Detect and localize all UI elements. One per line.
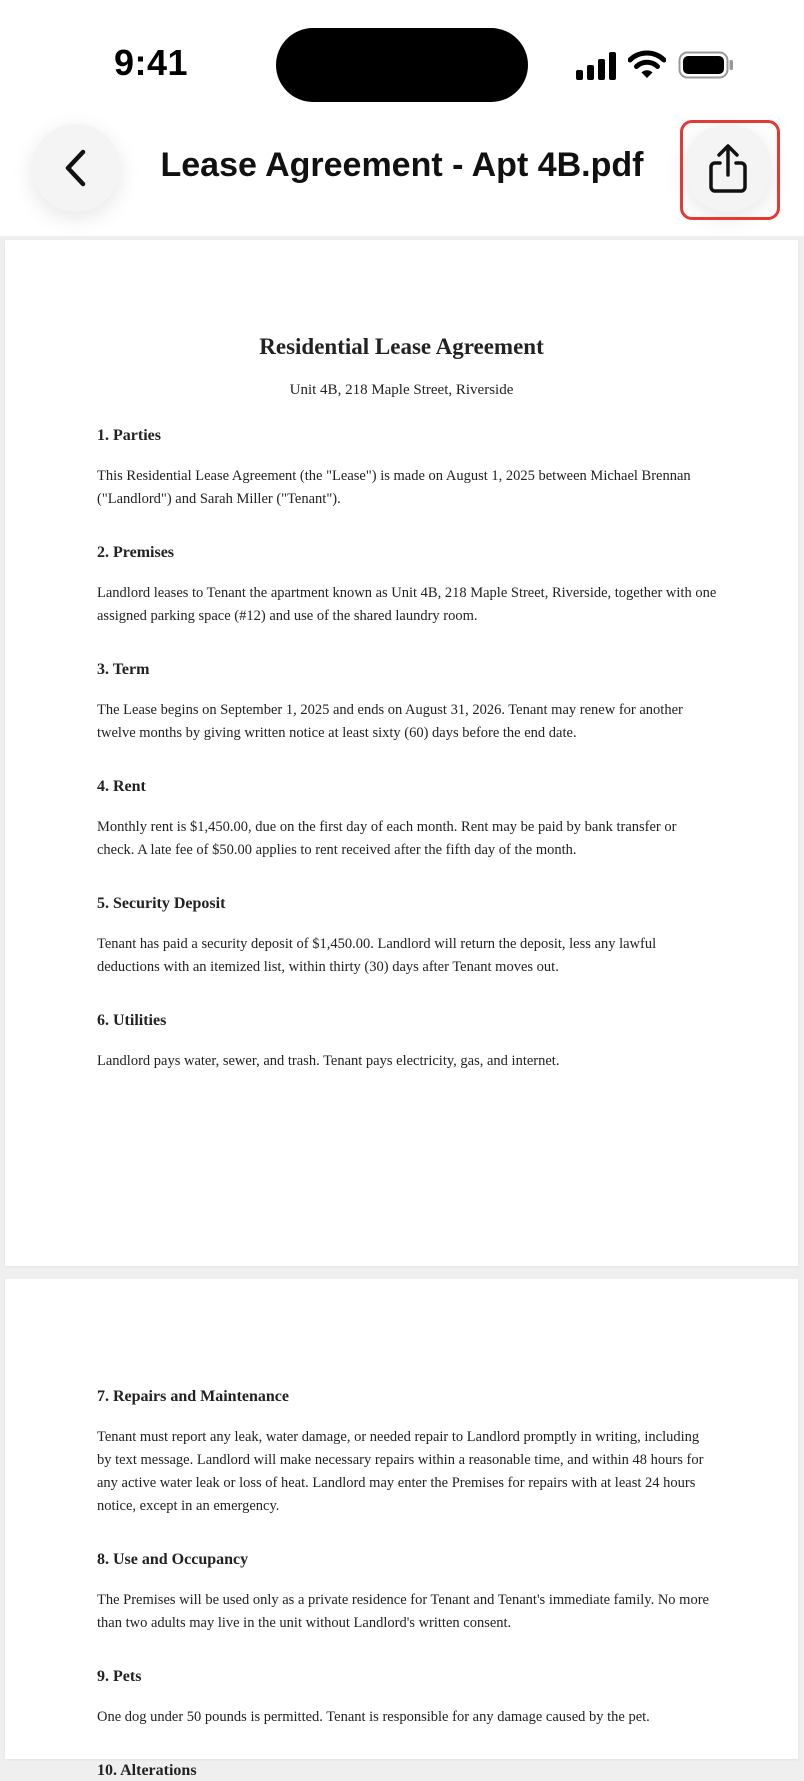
cellular-signal-icon xyxy=(576,52,616,80)
section-body: Monthly rent is $1,450.00, due on the first day of each month. Rent may be paid by bank transfer or check. A late fee of $50.00 applies to rent received after the fifth day of the month. xyxy=(97,819,677,858)
section-heading: 3. Term xyxy=(97,661,150,678)
page-2-sections xyxy=(97,1387,717,1781)
section-heading: 7. Repairs and Maintenance xyxy=(97,1388,289,1405)
back-button[interactable] xyxy=(32,124,120,212)
section-heading: 5. Security Deposit xyxy=(97,895,226,912)
section-heading: 9. Pets xyxy=(97,1668,142,1685)
page-1-sections xyxy=(97,426,717,1073)
section-use-occupancy xyxy=(97,1550,717,1635)
section-rent xyxy=(97,777,717,862)
section-heading: 4. Rent xyxy=(97,778,146,795)
battery-icon xyxy=(678,50,734,80)
section-body: Landlord leases to Tenant the apartment known as Unit 4B, 218 Maple Street, Riverside, together with one assigned parking space (#12) and use of the shared laundry room. xyxy=(97,585,717,624)
navigation-bar xyxy=(0,120,804,232)
status-time: 9:41 xyxy=(114,42,189,83)
chevron-left-icon xyxy=(59,147,93,189)
section-body: Landlord pays water, sewer, and trash. Tenant pays electricity, gas, and internet. xyxy=(97,1053,560,1069)
section-body: Tenant must report any leak, water damage, or needed repair to Landlord promptly in writing, including by text message. Landlord will make necessary repairs within a reasonable time, and within 48 hours for any active water leak or loss of heat. Landlord may enter the Premises for repairs with at least 24 hours notice, except in an emergency. xyxy=(97,1429,704,1514)
section-pets xyxy=(97,1667,717,1729)
section-term xyxy=(97,660,717,745)
section-heading: 2. Premises xyxy=(97,544,175,561)
section-utilities xyxy=(97,1011,717,1073)
section-premises xyxy=(97,543,717,628)
section-heading: 1. Parties xyxy=(97,427,161,444)
share-icon xyxy=(706,143,750,193)
section-heading: 6. Utilities xyxy=(97,1012,167,1029)
dynamic-island xyxy=(276,28,528,102)
pdf-page-2[interactable] xyxy=(5,1279,798,1779)
section-repairs xyxy=(97,1387,717,1518)
section-body: One dog under 50 pounds is permitted. Tenant is responsible for any damage caused by the pet. xyxy=(97,1709,650,1725)
doc-subtitle: Unit 4B, 218 Maple Street, Riverside xyxy=(289,382,514,398)
document-title: Lease Agreement - Apt 4B.pdf xyxy=(160,146,644,184)
wifi-icon xyxy=(628,50,666,80)
section-body: Tenant has paid a security deposit of $1,450.00. Landlord will return the deposit, less any lawful deductions with an itemized list, within thirty (30) days after Tenant moves out. xyxy=(97,936,657,975)
section-body: This Residential Lease Agreement (the "Lease") is made on August 1, 2025 between Michael Brennan ("Landlord") and Sarah Miller ("Tenant"). xyxy=(97,468,691,507)
section-body: The Lease begins on September 1, 2025 and ends on August 31, 2026. Tenant may renew for another twelve months by giving written notice at least sixty (60) days before the end date. xyxy=(97,702,683,741)
share-button[interactable] xyxy=(684,124,772,212)
section-body: The Premises will be used only as a private residence for Tenant and Tenant's immediate family. No more than two adults may live in the unit without Landlord's written consent. xyxy=(97,1592,709,1631)
doc-title: Residential Lease Agreement xyxy=(259,334,544,359)
section-parties xyxy=(97,426,717,511)
status-bar xyxy=(0,0,804,120)
section-security-deposit xyxy=(97,894,717,979)
section-heading: 10. Alterations xyxy=(97,1762,197,1779)
section-heading: 8. Use and Occupancy xyxy=(97,1551,249,1568)
pdf-page-1[interactable] xyxy=(5,240,798,1266)
section-alterations xyxy=(97,1761,717,1781)
